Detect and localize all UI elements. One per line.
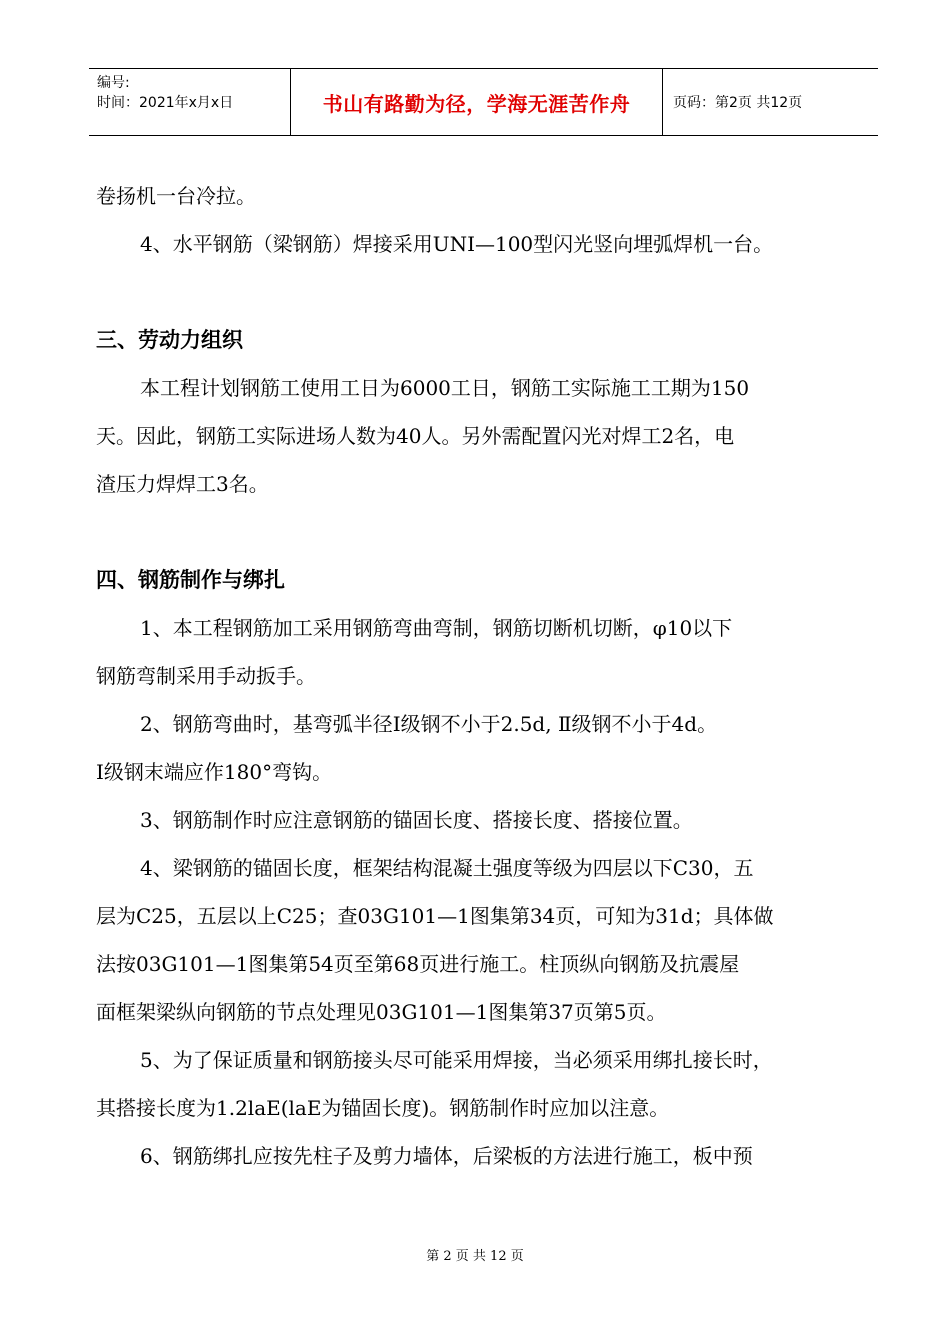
paragraph-line: 本工程计划钢筋工使用工日为6000工日，钢筋工实际施工工期为150	[140, 376, 750, 400]
paragraph-line: 层为C25，五层以上C25；查03G101—1图集第34页，可知为31d；具体做	[96, 904, 774, 928]
paragraph-line: Ⅰ级钢末端应作180°弯钩。	[96, 760, 333, 784]
header-page-info: 页码：第2页 共12页	[673, 95, 803, 111]
paragraph-line: 5、为了保证质量和钢筋接头尽可能采用焊接，当必须采用绑扎接长时，	[140, 1048, 773, 1072]
paragraph-line: 3、钢筋制作时应注意钢筋的锚固长度、搭接长度、搭接位置。	[140, 808, 693, 832]
paragraph-line: 2、钢筋弯曲时，基弯弧半径Ⅰ级钢不小于2.5d, Ⅱ级钢不小于4d。	[140, 712, 718, 736]
document-body	[96, 172, 876, 1180]
paragraph-line: 天。因此，钢筋工实际进场人数为40人。另外需配置闪光对焊工2名，电	[96, 424, 735, 448]
document-time: 时间：2021年x月x日	[97, 95, 234, 111]
paragraph-line: 渣压力焊焊工3名。	[96, 472, 269, 496]
header-motto: 书山有路勤为径，学海无涯苦作舟	[322, 91, 631, 116]
paragraph-line: 4、梁钢筋的锚固长度，框架结构混凝土强度等级为四层以下C30，五	[140, 856, 754, 880]
section-heading-labor: 三、劳动力组织	[96, 328, 243, 352]
section-heading-rebar: 四、钢筋制作与绑扎	[96, 568, 285, 592]
paragraph-line: 6、钢筋绑扎应按先柱子及剪力墙体，后梁板的方法进行施工，板中预	[140, 1144, 753, 1168]
paragraph-line: 其搭接长度为1.2laE(laE为锚固长度)。钢筋制作时应加以注意。	[96, 1096, 670, 1120]
paragraph-line: 1、本工程钢筋加工采用钢筋弯曲弯制，钢筋切断机切断，φ10以下	[140, 616, 733, 640]
paragraph-line: 卷扬机一台冷拉。	[96, 184, 256, 208]
header-meta	[97, 73, 233, 113]
paragraph-line: 面框架梁纵向钢筋的节点处理见03G101—1图集第37页第5页。	[96, 1000, 667, 1024]
paragraph-line: 法按03G101—1图集第54页至第68页进行施工。柱顶纵向钢筋及抗震屋	[96, 952, 740, 976]
paragraph-line: 钢筋弯制采用手动扳手。	[96, 664, 316, 688]
page-footer: 第 2 页 共 12 页	[426, 1249, 524, 1264]
header-divider	[662, 69, 663, 135]
paragraph-line: 4、水平钢筋（梁钢筋）焊接采用UNI—100型闪光竖向埋弧焊机一台。	[140, 232, 774, 256]
document-number-label: 编号:	[97, 75, 130, 91]
page-header	[89, 68, 878, 136]
